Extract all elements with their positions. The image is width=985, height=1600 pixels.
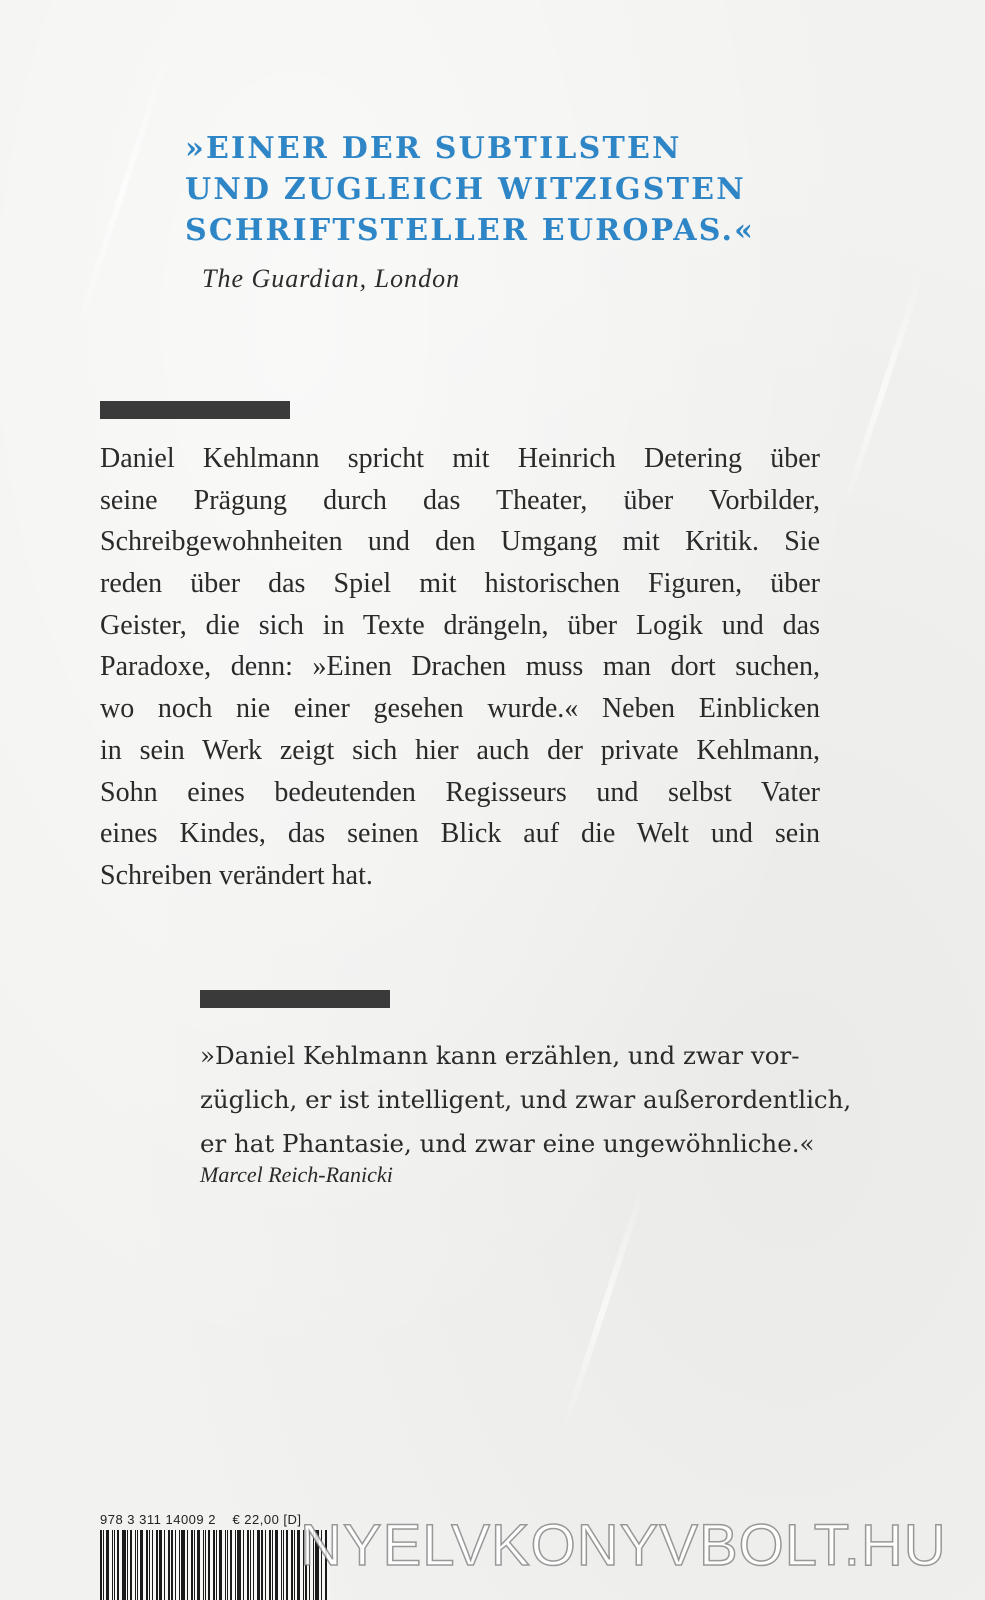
barcode-bar [213,1530,215,1600]
barcode-bar [230,1530,232,1600]
barcode-bar [247,1530,249,1600]
barcode-bar [179,1530,180,1600]
barcode-bar [187,1530,188,1600]
barcode [100,1530,330,1600]
book-description [100,438,820,897]
barcode-bar [216,1530,217,1600]
top-quote-source: The Guardian, London [202,264,461,293]
barcode-bar [283,1530,284,1600]
barcode-bar [203,1530,204,1600]
barcode-bar [275,1530,278,1600]
shrink-wrap-sheen [74,46,172,333]
barcode-bar [159,1530,162,1600]
divider-bar [200,990,390,1008]
barcode-bar [253,1530,254,1600]
barcode-bar [291,1530,293,1600]
barcode-bar [243,1530,244,1600]
barcode-bar [168,1530,170,1600]
barcode-bar [197,1530,200,1600]
top-quote-line: SCHRIFTSTELLER EUROPAS.« [185,213,756,248]
description-line: Schreiben verändert hat. [100,859,373,891]
top-review-quote [185,128,755,251]
barcode-bar [149,1530,150,1600]
barcode-bar [225,1530,226,1600]
bottom-quote-source: Marcel Reich-Ranicki [200,1162,393,1187]
barcode-bar [152,1530,153,1600]
barcode-bar [112,1530,113,1600]
description-line: eines Kindes, das seinen Blick auf die Welt und sein [100,818,820,850]
description-line: Geister, die sich in Texte drängeln, über Logik und das [100,609,820,641]
barcode-bar [269,1530,271,1600]
description-line: wo noch nie einer gesehen wurde.« Neben Einblicken [100,693,820,725]
description-line: Sohn eines bedeutenden Regisseurs und selbst Vater [100,776,820,808]
barcode-bar [261,1530,263,1600]
description-line: Paradoxe, denn: »Einen Drachen muss man dort suchen, [100,651,820,683]
barcode-bar [137,1530,138,1600]
bottom-quote-line: züglich, er ist intelligent, und zwar außerordentlich, [200,1085,852,1114]
description-line: Schreibgewohnheiten und den Umgang mit Kritik. Sie [100,526,820,558]
barcode-bar [281,1530,282,1600]
barcode-bar [103,1530,104,1600]
barcode-bar [130,1530,132,1600]
watermark-text: NYELVKONYVBOLT.HU [300,1513,947,1578]
price-label: € 22,00 [D] [232,1512,302,1527]
barcode-bar [164,1530,165,1600]
barcode-bar [100,1530,102,1600]
barcode-bar [265,1530,266,1600]
description-line: in sein Werk zeigt sich hier auch der private Kehlmann, [100,734,820,766]
barcode-bar [237,1530,241,1600]
barcode-bar [219,1530,222,1600]
barcode-bar [127,1530,128,1600]
barcode-bar [194,1530,195,1600]
barcode-bar [250,1530,251,1600]
barcode-bar [286,1530,288,1600]
barcode-bar [208,1530,210,1600]
barcode-bar [294,1530,295,1600]
barcode-bar [122,1530,126,1600]
description-line: reden über das Spiel mit historischen Figuren, über [100,568,820,600]
barcode-bar [117,1530,119,1600]
divider-bar [100,401,290,419]
isbn-price-line [100,1512,302,1527]
description-line: Daniel Kehlmann spricht mit Heinrich Detering über [100,443,820,474]
barcode-bar [156,1530,158,1600]
barcode-bar [235,1530,236,1600]
bottom-review-quote [200,1034,851,1166]
barcode-bar [191,1530,193,1600]
bottom-quote-line: er hat Phantasie, und zwar eine ungewöhnliche.« [200,1129,815,1158]
barcode-bar [257,1530,260,1600]
isbn-number: 978 3 311 14009 2 [100,1512,216,1527]
bottom-quote-line: »Daniel Kehlmann kann erzählen, und zwar vor- [200,1041,800,1070]
barcode-bar [114,1530,115,1600]
top-quote-line: UND ZUGLEICH WITZIGSTEN [185,172,746,207]
barcode-bar [205,1530,206,1600]
barcode-bar [272,1530,273,1600]
barcode-bar [171,1530,173,1600]
shrink-wrap-sheen [840,265,926,514]
shrink-wrap-sheen [560,1185,646,1434]
description-line: seine Prägung durch das Theater, über Vorbilder, [100,484,820,516]
top-quote-line: »EINER DER SUBTILSTEN [185,131,682,166]
barcode-bar [140,1530,143,1600]
barcode-bar [146,1530,148,1600]
barcode-bar [175,1530,176,1600]
barcode-bar [135,1530,136,1600]
barcode-bar [106,1530,109,1600]
barcode-bar [227,1530,228,1600]
barcode-bar [181,1530,185,1600]
